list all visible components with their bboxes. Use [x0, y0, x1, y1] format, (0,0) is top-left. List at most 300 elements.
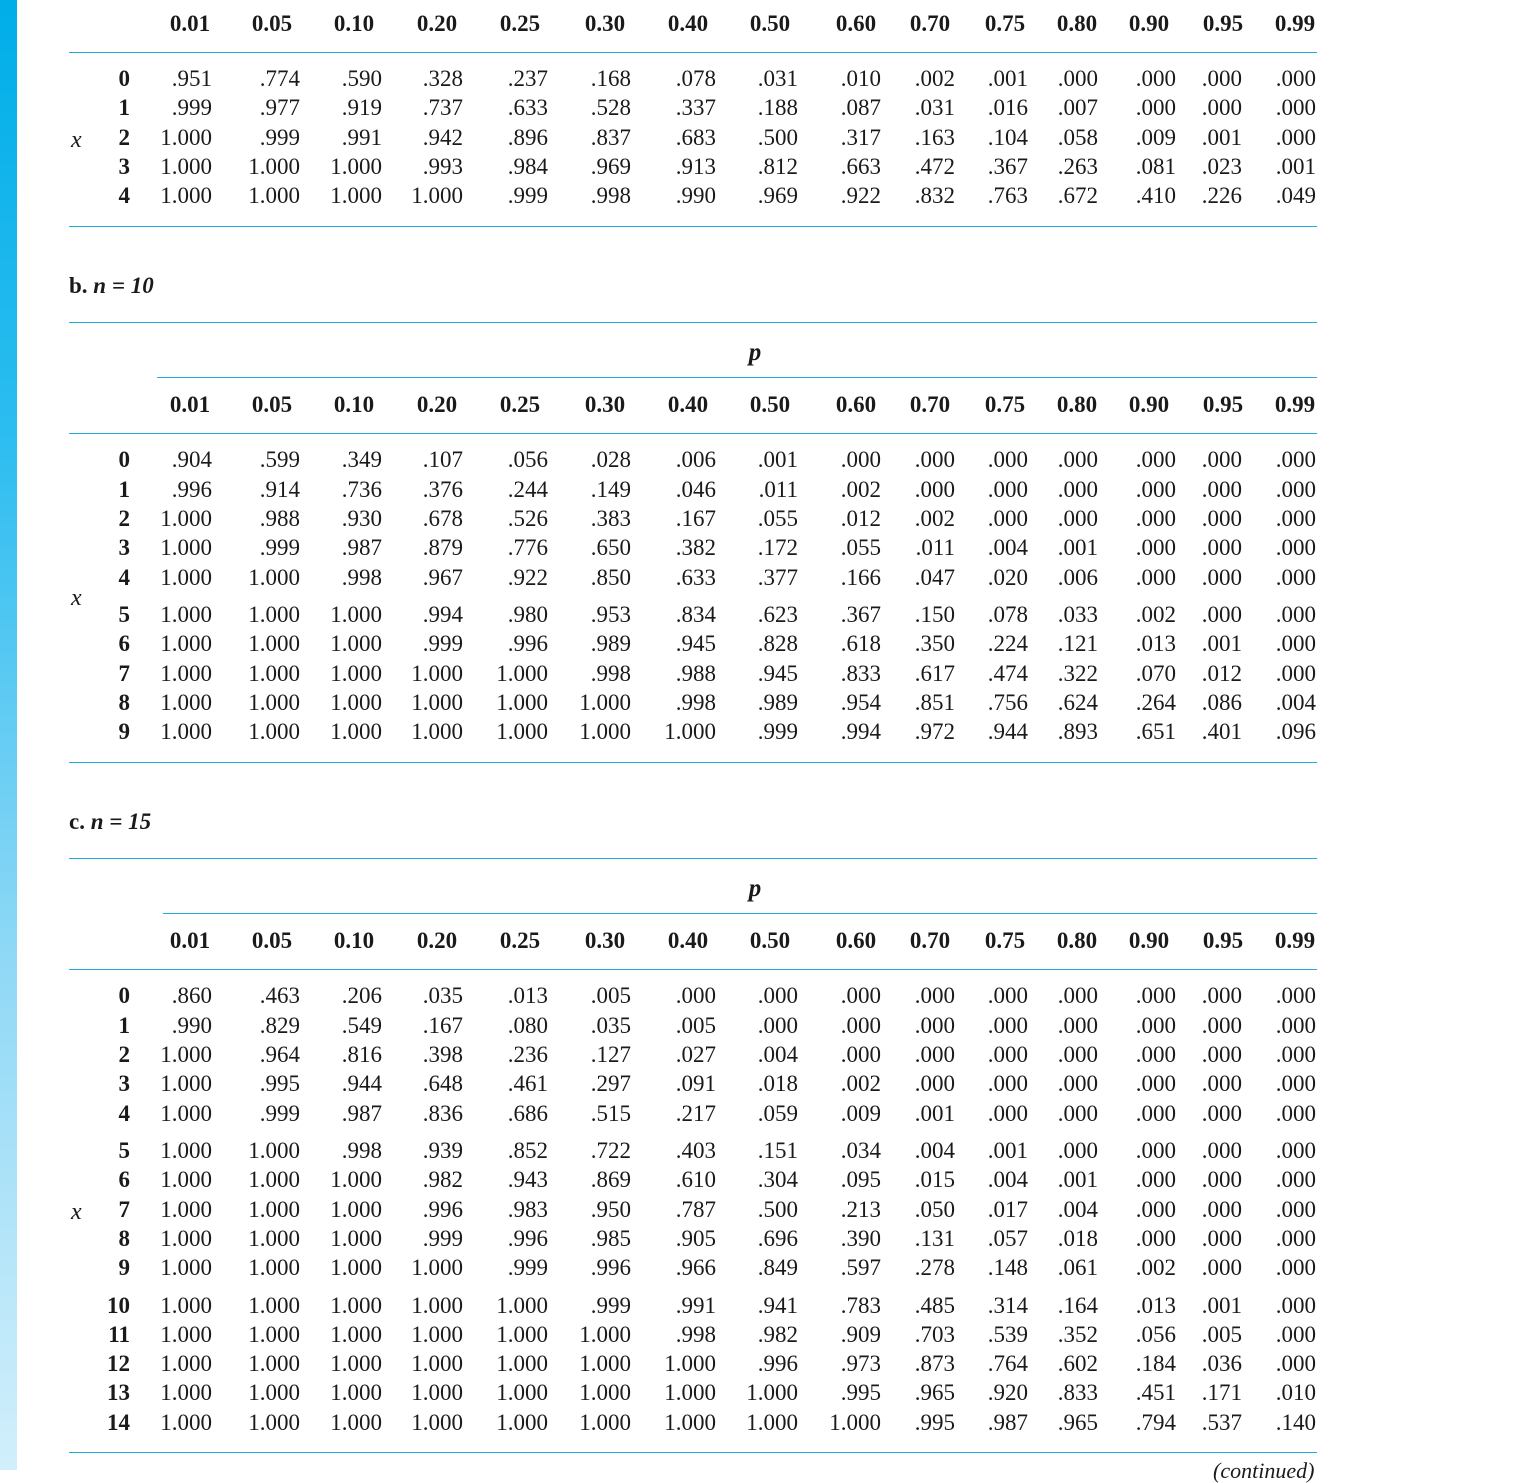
row-label: 4	[118, 183, 130, 208]
table-cell: .224	[987, 631, 1028, 656]
table-cell: .000	[1275, 1101, 1316, 1126]
table-cell: 1.000	[330, 719, 382, 744]
table-cell: .618	[840, 631, 881, 656]
table-cell: .000	[1275, 125, 1316, 150]
table-cell: 1.000	[829, 1410, 881, 1435]
table-cell: .000	[1135, 506, 1176, 531]
table-cell: .893	[1057, 719, 1098, 744]
table-cell: .998	[590, 183, 631, 208]
table-cell: .236	[507, 1042, 548, 1067]
column-header: 0.20	[416, 392, 458, 417]
table-cell: .812	[757, 154, 798, 179]
table-cell: .000	[1275, 1226, 1316, 1251]
table-cell: .999	[259, 125, 300, 150]
table-cell: .001	[1275, 154, 1316, 179]
table-cell: .096	[1275, 719, 1316, 744]
column-header: 0.05	[251, 392, 293, 417]
table-cell: .873	[914, 1351, 955, 1376]
table-cell: .000	[1135, 1013, 1176, 1038]
table-cell: .000	[1275, 565, 1316, 590]
table-cell: .000	[1135, 983, 1176, 1008]
table-cell: .047	[914, 565, 955, 590]
table-cell: 1.000	[248, 1226, 300, 1251]
table-cell: .034	[840, 1138, 881, 1163]
table-cell: 1.000	[411, 1322, 463, 1347]
table-cell: 1.000	[411, 690, 463, 715]
table-cell: .472	[914, 154, 955, 179]
table-cell: .000	[1275, 506, 1316, 531]
table-cell: .151	[757, 1138, 798, 1163]
table-cell: .764	[987, 1351, 1028, 1376]
table-cell: .998	[675, 1322, 716, 1347]
table-cell: .055	[757, 506, 798, 531]
table-cell: .000	[987, 477, 1028, 502]
row-label: 9	[118, 719, 130, 744]
table-cell: 1.000	[160, 154, 212, 179]
table-cell: .000	[1275, 1322, 1316, 1347]
column-header: 0.30	[584, 11, 626, 36]
table-cell: .991	[675, 1293, 716, 1318]
table-cell: .000	[1275, 66, 1316, 91]
table-cell: .999	[590, 1293, 631, 1318]
table-cell: .055	[840, 535, 881, 560]
table-cell: .017	[987, 1197, 1028, 1222]
table-cell: 1.000	[248, 1322, 300, 1347]
row-label: 3	[118, 535, 130, 560]
table-rule	[69, 226, 1317, 227]
table-cell: .526	[507, 506, 548, 531]
table-cell: .000	[1275, 1013, 1316, 1038]
table-cell: .973	[840, 1351, 881, 1376]
table-cell: .849	[757, 1255, 798, 1280]
table-cell: .002	[840, 1071, 881, 1096]
table-cell: .953	[590, 602, 631, 627]
table-cell: 1.000	[160, 602, 212, 627]
table-cell: .350	[914, 631, 955, 656]
table-cell: .999	[259, 1101, 300, 1126]
row-label: 5	[118, 1138, 130, 1163]
table-cell: .833	[1057, 1380, 1098, 1405]
table-cell: .783	[840, 1293, 881, 1318]
table-cell: .996	[422, 1197, 463, 1222]
table-cell: .996	[507, 631, 548, 656]
table-cell: .930	[341, 506, 382, 531]
table-cell: .633	[507, 95, 548, 120]
table-cell: .167	[675, 506, 716, 531]
table-cell: 1.000	[746, 1410, 798, 1435]
column-header: 0.20	[416, 11, 458, 36]
table-cell: .860	[171, 983, 212, 1008]
table-cell: .390	[840, 1226, 881, 1251]
table-cell: .148	[987, 1255, 1028, 1280]
table-rule	[157, 377, 1317, 378]
column-header: 0.25	[499, 392, 541, 417]
table-cell: .850	[590, 565, 631, 590]
row-label: 0	[118, 983, 130, 1008]
table-rule	[163, 913, 1317, 914]
column-header: 0.75	[984, 928, 1026, 953]
table-cell: .539	[987, 1322, 1028, 1347]
section-label: b.	[69, 273, 88, 298]
table-cell: 1.000	[330, 602, 382, 627]
table-cell: .996	[590, 1255, 631, 1280]
table-cell: .000	[1057, 1101, 1098, 1126]
table-cell: .033	[1057, 602, 1098, 627]
table-cell: .451	[1135, 1380, 1176, 1405]
table-cell: .500	[757, 125, 798, 150]
table-cell: .599	[259, 447, 300, 472]
table-cell: 1.000	[160, 1293, 212, 1318]
table-cell: 1.000	[496, 1410, 548, 1435]
table-cell: .140	[1275, 1410, 1316, 1435]
table-cell: 1.000	[248, 1380, 300, 1405]
table-cell: 1.000	[248, 719, 300, 744]
table-cell: 1.000	[160, 535, 212, 560]
table-cell: .376	[422, 477, 463, 502]
column-header: 0.10	[333, 11, 375, 36]
table-cell: .104	[987, 125, 1028, 150]
table-cell: .515	[590, 1101, 631, 1126]
table-cell: .999	[507, 1255, 548, 1280]
table-cell: .000	[1057, 1071, 1098, 1096]
table-cell: .004	[757, 1042, 798, 1067]
table-cell: .000	[987, 983, 1028, 1008]
column-header: 0.30	[584, 392, 626, 417]
table-cell: .988	[675, 661, 716, 686]
row-label: 5	[118, 602, 130, 627]
table-cell: .002	[1135, 1255, 1176, 1280]
table-cell: .944	[987, 719, 1028, 744]
table-cell: 1.000	[160, 1255, 212, 1280]
table-cell: .028	[590, 447, 631, 472]
table-cell: .005	[590, 983, 631, 1008]
table-cell: .167	[422, 1013, 463, 1038]
section-title	[69, 274, 154, 297]
table-cell: 1.000	[496, 1293, 548, 1318]
table-cell: 1.000	[248, 661, 300, 686]
table-cell: .206	[341, 983, 382, 1008]
table-cell: .987	[987, 1410, 1028, 1435]
table-cell: .000	[757, 983, 798, 1008]
table-cell: .000	[1135, 1167, 1176, 1192]
table-cell: .317	[840, 125, 881, 150]
table-cell: .988	[259, 506, 300, 531]
column-header: 0.01	[169, 11, 211, 36]
row-label: 7	[118, 661, 130, 686]
row-label: 0	[118, 447, 130, 472]
column-header: 0.80	[1056, 11, 1098, 36]
table-cell: .244	[507, 477, 548, 502]
table-cell: 1.000	[160, 661, 212, 686]
table-cell: .004	[987, 535, 1028, 560]
table-cell: .217	[675, 1101, 716, 1126]
table-cell: 1.000	[248, 631, 300, 656]
table-cell: .998	[675, 690, 716, 715]
continued-note: (continued)	[1213, 1458, 1315, 1483]
table-cell: 1.000	[579, 690, 631, 715]
page-side-accent-bar	[0, 0, 17, 1470]
table-cell: .013	[1135, 1293, 1176, 1318]
table-cell: 1.000	[160, 631, 212, 656]
table-cell: 1.000	[160, 1071, 212, 1096]
table-cell: .002	[914, 506, 955, 531]
table-cell: .943	[507, 1167, 548, 1192]
table-cell: .597	[840, 1255, 881, 1280]
table-cell: .000	[1201, 477, 1242, 502]
table-cell: .001	[914, 1101, 955, 1126]
table-cell: .528	[590, 95, 631, 120]
table-cell: .057	[987, 1226, 1028, 1251]
table-cell: .999	[757, 719, 798, 744]
table-cell: .832	[914, 183, 955, 208]
row-label: 3	[118, 1071, 130, 1096]
table-cell: .000	[1275, 1167, 1316, 1192]
table-cell: .537	[1201, 1410, 1242, 1435]
table-cell: .774	[259, 66, 300, 91]
table-cell: .018	[757, 1071, 798, 1096]
table-cell: .001	[1057, 535, 1098, 560]
table-cell: .035	[590, 1013, 631, 1038]
table-cell: .087	[840, 95, 881, 120]
table-rule	[69, 52, 1317, 53]
table-cell: .500	[757, 1197, 798, 1222]
table-cell: 1.000	[160, 125, 212, 150]
table-cell: .828	[757, 631, 798, 656]
row-label: 1	[118, 477, 130, 502]
table-cell: .461	[507, 1071, 548, 1096]
table-cell: .000	[1275, 1071, 1316, 1096]
table-cell: .941	[757, 1293, 798, 1318]
table-cell: .678	[422, 506, 463, 531]
table-cell: .965	[1057, 1410, 1098, 1435]
table-cell: .995	[914, 1410, 955, 1435]
table-cell: .852	[507, 1138, 548, 1163]
table-cell: 1.000	[411, 1351, 463, 1376]
column-header: 0.99	[1274, 928, 1316, 953]
column-header: 0.90	[1128, 11, 1170, 36]
table-cell: .150	[914, 602, 955, 627]
table-cell: .999	[259, 535, 300, 560]
row-label: 1	[118, 1013, 130, 1038]
table-cell: .035	[422, 983, 463, 1008]
table-cell: .005	[1201, 1322, 1242, 1347]
table-cell: .001	[1201, 631, 1242, 656]
table-cell: .000	[914, 1013, 955, 1038]
table-cell: .349	[341, 447, 382, 472]
table-cell: .000	[987, 506, 1028, 531]
table-cell: .000	[1201, 1138, 1242, 1163]
table-cell: .000	[1201, 447, 1242, 472]
table-cell: 1.000	[160, 1351, 212, 1376]
table-cell: .009	[1135, 125, 1176, 150]
table-cell: .001	[987, 1138, 1028, 1163]
table-cell: .485	[914, 1293, 955, 1318]
table-cell: .000	[1135, 66, 1176, 91]
table-cell: .000	[1201, 1101, 1242, 1126]
table-cell: .965	[914, 1380, 955, 1405]
row-label: 4	[118, 1101, 130, 1126]
table-cell: .590	[341, 66, 382, 91]
table-cell: .011	[758, 477, 798, 502]
table-cell: .000	[1057, 66, 1098, 91]
table-cell: .410	[1135, 183, 1176, 208]
table-cell: .000	[1057, 477, 1098, 502]
table-cell: .012	[1201, 661, 1242, 686]
table-cell: .086	[1201, 690, 1242, 715]
table-cell: .023	[1201, 154, 1242, 179]
row-label: 10	[107, 1293, 130, 1318]
row-label: 6	[118, 1167, 130, 1192]
table-cell: .648	[422, 1071, 463, 1096]
column-header: 0.01	[169, 928, 211, 953]
table-cell: .999	[422, 631, 463, 656]
table-cell: 1.000	[160, 183, 212, 208]
table-cell: .787	[675, 1197, 716, 1222]
table-cell: 1.000	[160, 1226, 212, 1251]
table-cell: 1.000	[411, 1380, 463, 1405]
table-cell: .006	[675, 447, 716, 472]
section-label: c.	[69, 809, 85, 834]
table-cell: .972	[914, 719, 955, 744]
table-cell: .836	[422, 1101, 463, 1126]
table-cell: .663	[840, 154, 881, 179]
table-cell: .000	[987, 1101, 1028, 1126]
table-cell: .000	[1275, 535, 1316, 560]
table-cell: .328	[422, 66, 463, 91]
table-cell: 1.000	[248, 1351, 300, 1376]
table-cell: .056	[507, 447, 548, 472]
column-header: 0.95	[1202, 928, 1244, 953]
table-cell: .999	[422, 1226, 463, 1251]
table-cell: .000	[914, 1071, 955, 1096]
row-label: 7	[118, 1197, 130, 1222]
table-cell: .403	[675, 1138, 716, 1163]
table-cell: .005	[675, 1013, 716, 1038]
table-cell: .000	[1275, 447, 1316, 472]
table-cell: .004	[987, 1167, 1028, 1192]
table-cell: .624	[1057, 690, 1098, 715]
row-label: 13	[107, 1380, 130, 1405]
table-cell: .000	[914, 447, 955, 472]
table-cell: 1.000	[330, 631, 382, 656]
table-cell: .001	[987, 66, 1028, 91]
table-cell: 1.000	[330, 183, 382, 208]
table-cell: .304	[757, 1167, 798, 1192]
table-cell: .794	[1135, 1410, 1176, 1435]
table-cell: .314	[987, 1293, 1028, 1318]
table-cell: .696	[757, 1226, 798, 1251]
table-cell: .213	[840, 1197, 881, 1222]
table-cell: 1.000	[330, 690, 382, 715]
table-cell: .672	[1057, 183, 1098, 208]
table-cell: 1.000	[248, 690, 300, 715]
column-header: 0.60	[835, 392, 877, 417]
table-cell: .000	[1201, 565, 1242, 590]
column-header: 0.30	[584, 928, 626, 953]
table-cell: 1.000	[248, 1255, 300, 1280]
table-cell: .002	[914, 66, 955, 91]
table-cell: 1.000	[496, 661, 548, 686]
table-cell: .018	[1057, 1226, 1098, 1251]
column-header: 0.95	[1202, 392, 1244, 417]
table-cell: .036	[1201, 1351, 1242, 1376]
column-header: 0.60	[835, 11, 877, 36]
table-cell: .998	[341, 565, 382, 590]
row-label: 4	[118, 565, 130, 590]
table-cell: 1.000	[496, 719, 548, 744]
table-cell: .920	[987, 1380, 1028, 1405]
table-cell: .000	[1135, 477, 1176, 502]
table-cell: .264	[1135, 690, 1176, 715]
table-cell: 1.000	[248, 602, 300, 627]
p-axis-label: p	[748, 875, 762, 902]
table-cell: .996	[757, 1351, 798, 1376]
table-cell: .610	[675, 1167, 716, 1192]
column-header: 0.25	[499, 11, 541, 36]
table-cell: .474	[987, 661, 1028, 686]
table-cell: .011	[915, 535, 955, 560]
table-cell: .000	[1275, 1042, 1316, 1067]
table-cell: 1.000	[330, 1322, 382, 1347]
table-cell: .922	[840, 183, 881, 208]
table-cell: .027	[675, 1042, 716, 1067]
column-header: 0.70	[909, 928, 951, 953]
table-cell: 1.000	[496, 1351, 548, 1376]
table-cell: .010	[1275, 1380, 1316, 1405]
table-cell: 1.000	[248, 1138, 300, 1163]
table-cell: .184	[1135, 1351, 1176, 1376]
table-cell: .985	[590, 1226, 631, 1251]
table-cell: .983	[507, 1197, 548, 1222]
sample-size: n = 15	[90, 809, 152, 834]
table-cell: .006	[1057, 565, 1098, 590]
column-header: 0.75	[984, 11, 1026, 36]
table-cell: .763	[987, 183, 1028, 208]
table-cell: .000	[1201, 983, 1242, 1008]
table-cell: .001	[1201, 125, 1242, 150]
table-cell: 1.000	[411, 1255, 463, 1280]
table-cell: 1.000	[248, 183, 300, 208]
table-cell: .031	[914, 95, 955, 120]
table-cell: 1.000	[746, 1380, 798, 1405]
table-cell: 1.000	[411, 719, 463, 744]
table-cell: .091	[675, 1071, 716, 1096]
table-cell: .914	[259, 477, 300, 502]
table-cell: .000	[675, 983, 716, 1008]
table-cell: .000	[914, 477, 955, 502]
table-cell: .004	[1275, 690, 1316, 715]
table-cell: 1.000	[160, 719, 212, 744]
table-cell: .016	[987, 95, 1028, 120]
column-header: 0.05	[251, 11, 293, 36]
table-cell: 1.000	[248, 1410, 300, 1435]
table-cell: .998	[341, 1138, 382, 1163]
table-cell: .000	[1275, 631, 1316, 656]
table-cell: .919	[341, 95, 382, 120]
table-cell: 1.000	[411, 183, 463, 208]
table-cell: .982	[757, 1322, 798, 1347]
row-label: 12	[107, 1351, 130, 1376]
row-label: 2	[118, 506, 130, 531]
table-cell: 1.000	[160, 1138, 212, 1163]
table-cell: 1.000	[579, 1380, 631, 1405]
table-cell: 1.000	[160, 506, 212, 531]
table-cell: .000	[1201, 1226, 1242, 1251]
table-cell: .756	[987, 690, 1028, 715]
table-cell: .000	[1135, 1226, 1176, 1251]
table-cell: .049	[1275, 183, 1316, 208]
column-header: 0.90	[1128, 928, 1170, 953]
